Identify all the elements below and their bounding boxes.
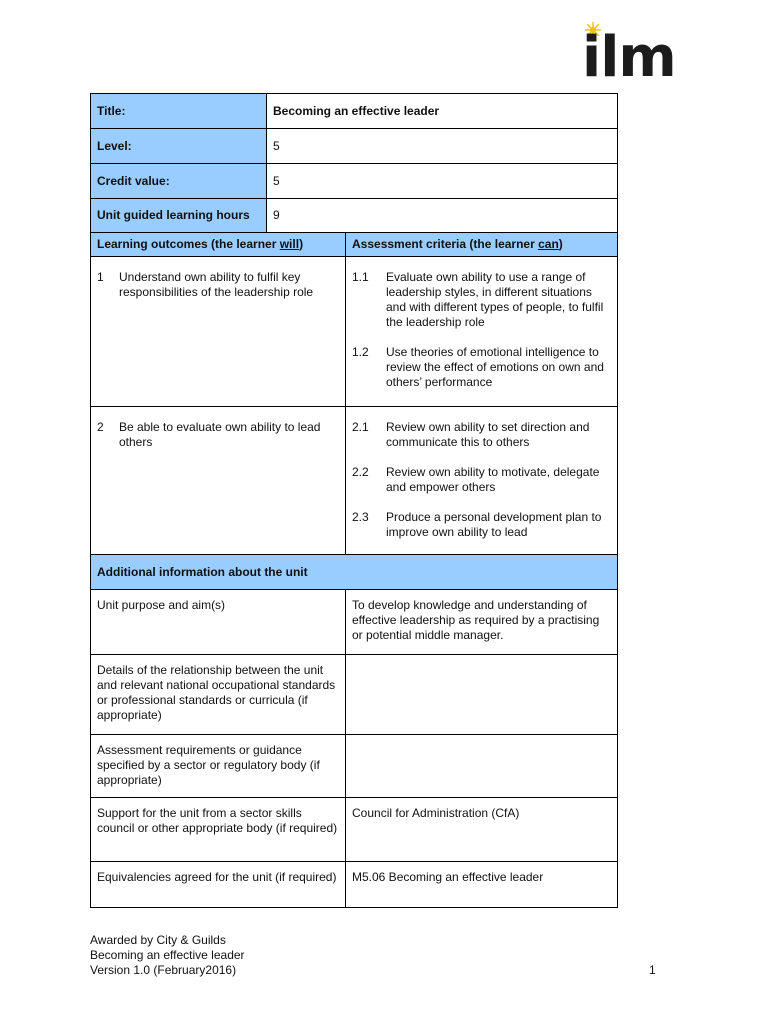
- unit-table: [90, 93, 618, 908]
- outcomes-header: [91, 233, 346, 257]
- outcome-number: 1: [97, 270, 104, 284]
- criterion-text: Evaluate own ability to use a range of leadership styles, in different situations and with different types of people, to fulfil the leadership role: [386, 270, 604, 329]
- criteria-cell: [346, 257, 618, 407]
- info-value: M5.06 Becoming an effective leader: [346, 862, 618, 908]
- outcome-row: [91, 257, 618, 407]
- criterion-text: Review own ability to motivate, delegate and empower others: [386, 465, 600, 494]
- page-number: 1: [649, 963, 656, 977]
- criterion-text: Use theories of emotional intelligence to review the effect of emotions on own and others’ performance: [386, 345, 604, 389]
- info-label: Assessment requirements or guidance specified by a sector or regulatory body (if appropriate): [91, 735, 346, 798]
- title-value: Becoming an effective leader: [267, 94, 618, 129]
- info-value: Council for Administration (CfA): [346, 798, 618, 862]
- title-row: [91, 94, 618, 129]
- criterion-number: 1.1: [352, 270, 369, 284]
- criterion-number: 1.2: [352, 345, 369, 359]
- info-row: [91, 735, 618, 798]
- outcome-item: [97, 420, 339, 450]
- outcome-text: Understand own ability to fulfil key responsibilities of the leadership role: [119, 270, 314, 299]
- outcomes-header-em: will: [279, 237, 300, 251]
- criteria-header-text: Assessment criteria (the learner: [352, 237, 539, 251]
- info-row: [91, 798, 618, 862]
- criterion-item: [352, 510, 611, 540]
- outcome-item: [97, 270, 339, 300]
- level-row: [91, 129, 618, 164]
- criterion-number: 2.2: [352, 465, 369, 479]
- footer-awarding-body: Awarded by City & Guilds: [90, 933, 226, 947]
- criterion-text: Produce a personal development plan to improve own ability to lead: [386, 510, 602, 539]
- level-label: Level:: [91, 129, 267, 164]
- ilm-logo: [582, 20, 682, 90]
- criteria-header-em: can: [538, 237, 559, 251]
- outcomes-header-row: [91, 233, 618, 257]
- criterion-item: [352, 420, 611, 450]
- outcomes-header-end: ): [299, 237, 304, 251]
- criteria-header-end: ): [558, 237, 563, 251]
- glh-label: Unit guided learning hours: [91, 199, 267, 233]
- outcomes-header-text: Learning outcomes (the learner: [97, 237, 280, 251]
- criteria-cell: [346, 407, 618, 555]
- level-value: 5: [267, 129, 618, 164]
- credit-value: 5: [267, 164, 618, 199]
- criterion-number: 2.1: [352, 420, 369, 434]
- additional-header: Additional information about the unit: [91, 555, 618, 590]
- info-value: To develop knowledge and understanding of effective leadership as required by a practising or potential middle manager.: [346, 590, 618, 655]
- info-label: Unit purpose and aim(s): [91, 590, 346, 655]
- criterion-number: 2.3: [352, 510, 369, 524]
- info-row: [91, 590, 618, 655]
- glh-value: 9: [267, 199, 618, 233]
- info-label: Equivalencies agreed for the unit (if required): [91, 862, 346, 908]
- glh-row: [91, 199, 618, 233]
- credit-label: Credit value:: [91, 164, 267, 199]
- footer-unit-title: Becoming an effective leader: [90, 948, 245, 962]
- footer: [90, 933, 245, 978]
- criterion-text: Review own ability to set direction and communicate this to others: [386, 420, 590, 449]
- info-row: [91, 655, 618, 735]
- info-value: [346, 735, 618, 798]
- criterion-item: [352, 270, 611, 330]
- additional-header-row: [91, 555, 618, 590]
- outcome-text: Be able to evaluate own ability to lead others: [119, 420, 321, 449]
- outcome-number: 2: [97, 420, 104, 434]
- info-value: [346, 655, 618, 735]
- info-row: [91, 862, 618, 908]
- outcome-row: [91, 407, 618, 555]
- outcome-cell: [91, 407, 346, 555]
- footer-version: Version 1.0 (February2016): [90, 963, 237, 977]
- info-label: Details of the relationship between the unit and relevant national occupational standards or professional standards or curricula (if appropriate): [91, 655, 346, 735]
- credit-row: [91, 164, 618, 199]
- criteria-header: [346, 233, 618, 257]
- info-label: Support for the unit from a sector skills council or other appropriate body (if required): [91, 798, 346, 862]
- title-label: Title:: [91, 94, 267, 129]
- criterion-item: [352, 345, 611, 390]
- criterion-item: [352, 465, 611, 495]
- logo-text: ilm: [582, 25, 676, 90]
- outcome-cell: [91, 257, 346, 407]
